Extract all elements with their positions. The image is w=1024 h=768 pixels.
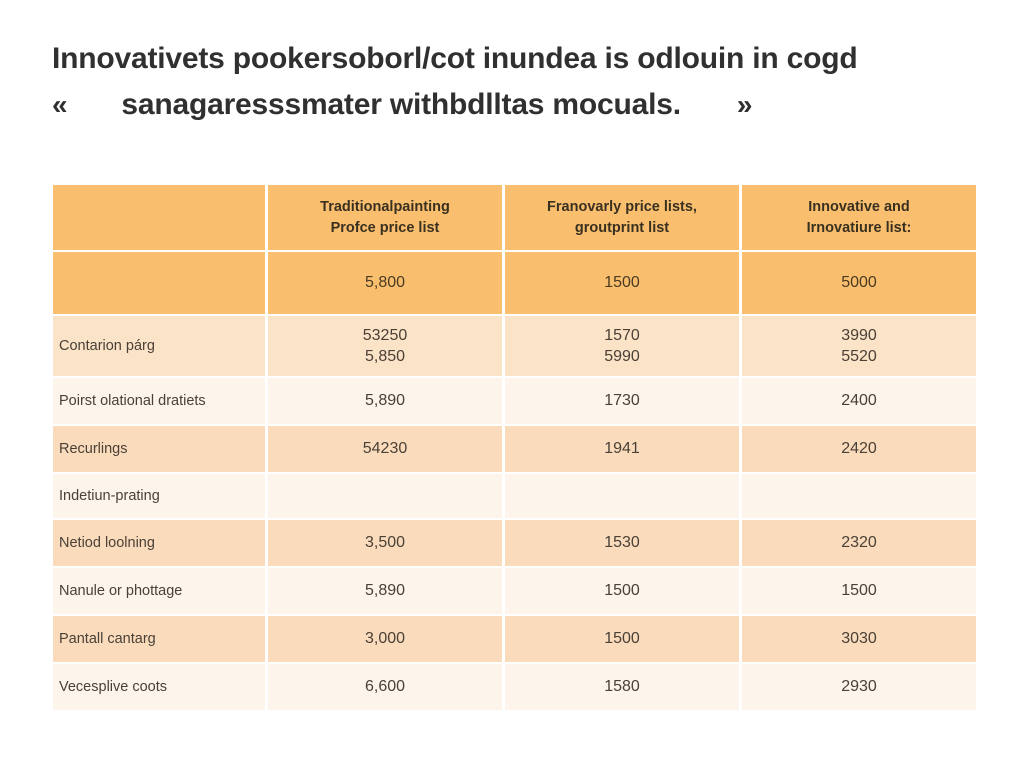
column-header-franovarly-line1: Franovarly price lists, — [547, 198, 697, 215]
title-line-2-row — [52, 82, 964, 128]
column-header-traditional-line1: Traditionalpainting — [320, 198, 450, 215]
row-label: Recurlings — [53, 426, 265, 472]
row-cell: 54230 — [268, 426, 502, 472]
column-header-innovative-line2: Irnovatiure list: — [806, 219, 912, 236]
column-header-franovarly-line2: groutprint list — [574, 219, 670, 236]
row-cell: 1580 — [505, 664, 739, 710]
row-cell: 5,800 — [268, 252, 502, 314]
price-table-container — [50, 183, 966, 712]
title-line-1: Innovativets pookersoborl/cot inundea is odlouin in cogd — [52, 42, 858, 75]
table-row — [53, 568, 976, 614]
column-header-innovative-line1: Innovative and — [808, 198, 910, 215]
row-label: Pantall cantarg — [53, 616, 265, 662]
row-cell: 2400 — [742, 378, 976, 424]
row-cell: 5,890 — [268, 378, 502, 424]
row-cell: 1941 — [505, 426, 739, 472]
row-cell-value-1: 1570 — [604, 326, 640, 344]
row-cell: 2420 — [742, 426, 976, 472]
row-cell-value-2: 5,850 — [364, 347, 406, 365]
row-cell — [742, 316, 976, 376]
row-label: Nanule or phottage — [53, 568, 265, 614]
row-cell — [505, 474, 739, 518]
row-cell — [742, 474, 976, 518]
title-line-2: sanagaresssmater withbdlltas mocuals. — [121, 88, 681, 121]
table-row — [53, 520, 976, 566]
table-row — [53, 426, 976, 472]
table-row — [53, 616, 976, 662]
row-label — [53, 252, 265, 314]
row-cell: 1500 — [505, 252, 739, 314]
row-cell: 1500 — [742, 568, 976, 614]
quote-close-icon: » — [736, 89, 753, 120]
row-cell: 1530 — [505, 520, 739, 566]
row-cell: 1730 — [505, 378, 739, 424]
page-title — [52, 36, 964, 128]
row-cell: 2930 — [742, 664, 976, 710]
column-header-traditional-line2: Profce price list — [330, 219, 440, 236]
row-cell-value-2: 5990 — [604, 347, 640, 365]
table-header-row — [53, 185, 976, 250]
row-label: Poirst olational dratiets — [53, 378, 265, 424]
row-cell: 5000 — [742, 252, 976, 314]
row-cell: 2320 — [742, 520, 976, 566]
column-header-innovative — [742, 185, 976, 250]
row-label: Vecesplive coots — [53, 664, 265, 710]
table-row — [53, 664, 976, 710]
column-header-traditional — [268, 185, 502, 250]
row-cell: 3,000 — [268, 616, 502, 662]
row-cell: 5,890 — [268, 568, 502, 614]
column-header-franovarly — [505, 185, 739, 250]
price-table — [50, 183, 979, 712]
row-label: Netiod loolning — [53, 520, 265, 566]
row-cell: 6,600 — [268, 664, 502, 710]
row-cell: 1500 — [505, 616, 739, 662]
row-label: Contarion párg — [53, 316, 265, 376]
table-header — [53, 185, 976, 250]
table-row — [53, 316, 976, 376]
row-cell — [268, 316, 502, 376]
row-cell — [505, 316, 739, 376]
table-corner-cell — [53, 185, 265, 250]
quote-open-icon: « — [52, 89, 68, 120]
table-row — [53, 252, 976, 314]
row-cell: 1500 — [505, 568, 739, 614]
row-cell: 3,500 — [268, 520, 502, 566]
table-body — [53, 252, 976, 710]
row-cell — [268, 474, 502, 518]
row-cell-value-1: 3990 — [841, 326, 877, 344]
row-cell-value-2: 5520 — [841, 347, 877, 365]
table-row — [53, 378, 976, 424]
row-cell-value-1: 53250 — [362, 326, 408, 344]
row-label: Indetiun-prating — [53, 474, 265, 518]
row-cell: 3030 — [742, 616, 976, 662]
table-row — [53, 474, 976, 518]
